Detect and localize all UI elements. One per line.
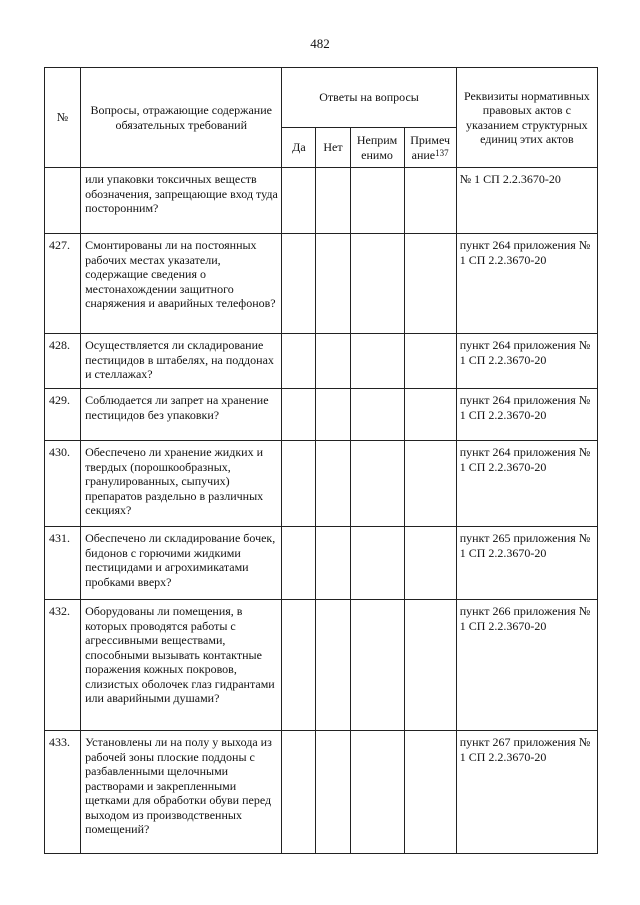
row-number: 433. [45,731,81,854]
row-number: 428. [45,334,81,389]
answer-not-applicable-cell [350,334,404,389]
row-question: или упаковки токсичных веществ обозначения, запрещающие вход туда посторонним? [81,168,282,234]
answer-not-applicable-cell [350,441,404,527]
row-question: Установлены ли на полу у выхода из рабочей зоны плоские поддоны с разбавленными щелочными растворами и закрепленными щетками для обработки обуви перед выходом из производственных помещений? [81,731,282,854]
table-row [45,527,598,600]
requirements-table [44,67,598,854]
table-row [45,334,598,389]
answer-not-applicable-cell [350,527,404,600]
row-question: Обеспечено ли складирование бочек, бидонов с горючими жидкими пестицидами и агрохимикатами пробками вверх? [81,527,282,600]
header-no: Нет [316,128,350,168]
row-question: Обеспечено ли хранение жидких и твердых (порошкообразных, гранулированных, сыпучих) препаратов раздельно в различных секциях? [81,441,282,527]
row-requisite: пункт 264 приложения № 1 СП 2.2.3670-20 [456,441,597,527]
answer-yes-cell [282,731,316,854]
answer-no-cell [316,600,350,731]
answer-no-cell [316,731,350,854]
row-requisite: пункт 265 приложения № 1 СП 2.2.3670-20 [456,527,597,600]
answer-note-cell [404,600,456,731]
row-number: 429. [45,389,81,441]
answer-no-cell [316,334,350,389]
header-note [404,128,456,168]
table-row [45,168,598,234]
row-number: 432. [45,600,81,731]
answer-yes-cell [282,600,316,731]
answer-no-cell [316,389,350,441]
answer-yes-cell [282,389,316,441]
answer-yes-cell [282,527,316,600]
table-row [45,600,598,731]
answer-note-cell [404,334,456,389]
table-row [45,731,598,854]
answer-yes-cell [282,234,316,334]
answer-note-cell [404,168,456,234]
answer-no-cell [316,234,350,334]
answer-not-applicable-cell [350,600,404,731]
row-requisite: пункт 264 приложения № 1 СП 2.2.3670-20 [456,334,597,389]
row-question: Осуществляется ли складирование пестицидов в штабелях, на поддонах и стеллажах? [81,334,282,389]
header-num: № [45,68,81,168]
row-requisite: № 1 СП 2.2.3670-20 [456,168,597,234]
page-number: 482 [310,36,330,51]
answer-note-cell [404,389,456,441]
answer-yes-cell [282,441,316,527]
header-note-superscript: 137 [435,147,449,158]
row-number: 430. [45,441,81,527]
header-answers: Ответы на вопросы [282,68,456,128]
row-requisite: пункт 266 приложения № 1 СП 2.2.3670-20 [456,600,597,731]
answer-not-applicable-cell [350,168,404,234]
table-row [45,441,598,527]
row-number: 431. [45,527,81,600]
header-yes: Да [282,128,316,168]
table-row [45,234,598,334]
answer-note-cell [404,441,456,527]
header-not-applicable: Неприм енимо [350,128,404,168]
table-row [45,389,598,441]
row-number: 427. [45,234,81,334]
row-requisite: пункт 264 приложения № 1 СП 2.2.3670-20 [456,389,597,441]
answer-note-cell [404,527,456,600]
answer-no-cell [316,441,350,527]
answer-not-applicable-cell [350,731,404,854]
row-number [45,168,81,234]
header-requisites: Реквизиты нормативных правовых актов с указанием структурных единиц этих актов [456,68,597,168]
row-question: Смонтированы ли на постоянных рабочих местах указатели, содержащие сведения о местонахождении защитного снаряжения и аварийных телефонов? [81,234,282,334]
row-requisite: пункт 264 приложения № 1 СП 2.2.3670-20 [456,234,597,334]
row-question: Соблюдается ли запрет на хранение пестицидов без упаковки? [81,389,282,441]
answer-note-cell [404,234,456,334]
answer-not-applicable-cell [350,234,404,334]
answer-no-cell [316,527,350,600]
answer-not-applicable-cell [350,389,404,441]
answer-yes-cell [282,168,316,234]
row-question: Оборудованы ли помещения, в которых проводятся работы с агрессивными веществами, способными вызывать контактные поражения кожных покровов, слизистых оболочек глаз гидрантами или аварийными душами? [81,600,282,731]
answer-note-cell [404,731,456,854]
row-requisite: пункт 267 приложения № 1 СП 2.2.3670-20 [456,731,597,854]
answer-no-cell [316,168,350,234]
answer-yes-cell [282,334,316,389]
header-note-text: Примеч ание [410,133,451,162]
header-questions: Вопросы, отражающие содержание обязательных требований [81,68,282,168]
